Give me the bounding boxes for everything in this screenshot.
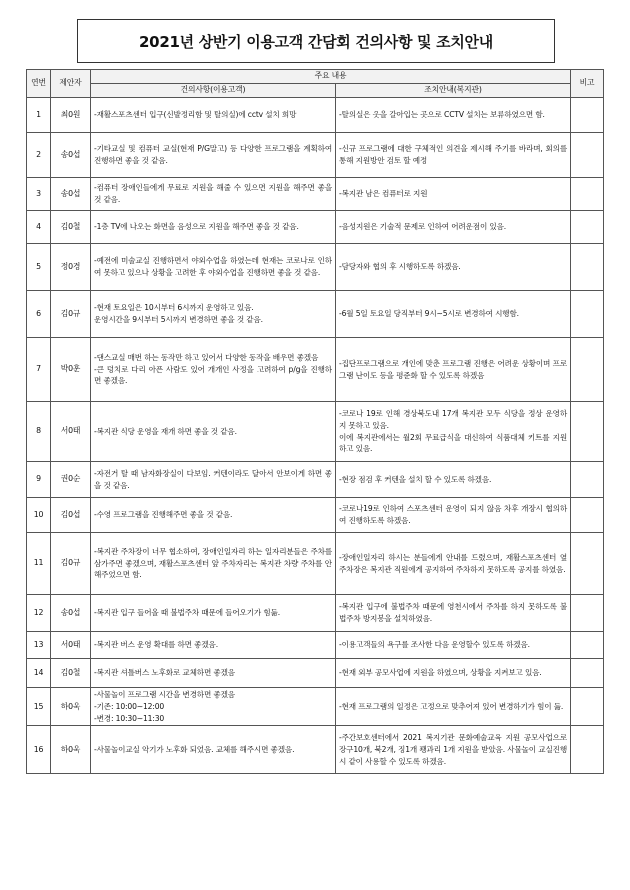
row-suggestion-line: -댄스교실 매번 하는 동작만 하고 있어서 다양한 동작을 배우면 좋겠음 [94,352,319,362]
row-action-line: -이용고객들의 욕구를 조사한 다음 운영할수 있도록 하겠음. [339,640,530,650]
row-number: 5 [27,244,51,291]
row-action-line: -주간보호센터에서 2021 복지기관 문화예술교육 지원 공모사업으로 장구10개, 북2개, 징1개 꽹과리 1개 지원을 받았음. 사물놀이 교실진행시 같이 사용할 수 있도록 하겠음. [339,733,570,766]
row-proposer: 송0섭 [51,595,91,632]
table-row [27,688,604,726]
table-row [27,595,604,632]
row-action-line: -6월 5일 토요일 당직부터 9시~5시로 변경하여 시행함. [339,309,519,319]
row-note [571,338,604,402]
row-proposer: 김0섭 [51,498,91,533]
row-action [336,211,571,244]
row-action-line: 이에 복지관에서는 월2회 무료급식을 대신하여 식품대체 키트를 지원하고 있음. [339,432,568,454]
row-action-line: -현재 프로그램의 일정은 고정으로 맞추어져 있어 변경하기가 힘이 듦. [339,701,564,711]
row-suggestion-line: -사물놀이교실 악기가 노후화 되었음. 교체를 해주시면 좋겠음. [94,744,295,754]
row-number: 3 [27,178,51,211]
row-note [571,632,604,659]
row-proposer: 하0욱 [51,726,91,774]
row-number: 10 [27,498,51,533]
row-number: 1 [27,98,51,133]
row-suggestion-line: -예전에 미술교실 진행하면서 야외수업을 하였는데 현재는 코로나로 인하여 못하고 있으나 상황을 고려한 후 야외수업을 진행하면 좋을 것 같음. [94,256,332,277]
table-row [27,462,604,498]
row-action [336,462,571,498]
row-suggestion-line: -수영 프로그램을 진행해주면 좋을 것 같음. [94,510,233,520]
table-row [27,533,604,595]
header-action: 조치안내(복지관) [336,84,571,98]
row-suggestion [91,688,336,726]
row-note [571,211,604,244]
row-action [336,688,571,726]
row-suggestion [91,595,336,632]
row-suggestion-line: 운영시간을 9시부터 5시까지 변경하면 좋을 것 같음. [94,315,263,324]
header-main-content: 주요 내용 [91,70,571,84]
row-proposer: 권0순 [51,462,91,498]
row-action-line: -현재 외부 공모사업에 지원을 하였으며, 상황을 지켜보고 있음. [339,668,542,678]
row-proposer: 정0경 [51,244,91,291]
row-action-line: -탈의실은 옷을 갈아입는 곳으로 CCTV 설치는 보류하였으면 함. [339,110,545,120]
row-proposer: 서0태 [51,402,91,462]
row-suggestion [91,533,336,595]
row-suggestion-line: -변경: 10:30~11:30 [94,713,165,723]
row-number: 8 [27,402,51,462]
row-suggestion [91,178,336,211]
table-row [27,211,604,244]
row-note [571,533,604,595]
row-action-line: -신규 프로그램에 대한 구체적인 의견을 제시해 주기를 바라며, 회의를 통해 지원방안 검토 할 예정 [339,144,570,165]
table-row [27,338,604,402]
row-suggestion [91,98,336,133]
row-note [571,178,604,211]
row-suggestion-line: -기존: 10:00~12:00 [94,701,165,711]
row-note [571,498,604,533]
row-number: 15 [27,688,51,726]
row-action [336,133,571,178]
table-row [27,632,604,659]
table-row [27,498,604,533]
row-note [571,462,604,498]
row-action [336,338,571,402]
row-suggestion [91,498,336,533]
row-action [336,98,571,133]
row-note [571,659,604,688]
row-note [571,595,604,632]
table-row [27,244,604,291]
table-row [27,133,604,178]
row-number: 2 [27,133,51,178]
row-proposer: 서0태 [51,632,91,659]
row-action-line: -집단프로그램으로 개인에 맞춘 프로그램 진행은 어려운 상황이며 프로그램 난이도 등을 평준화 할 수 있도록 하겠음 [339,358,568,380]
row-proposer: 송0섭 [51,133,91,178]
row-proposer: 최0원 [51,98,91,133]
table-row [27,726,604,774]
row-suggestion [91,659,336,688]
header-suggestion: 건의사항(이용고객) [91,84,336,98]
row-suggestion [91,402,336,462]
row-suggestion-line: -복지관 버스 운영 확대를 하면 좋겠음. [94,640,218,650]
row-note [571,133,604,178]
row-action-line: -코로나 19로 인해 경상북도내 17개 복지관 모두 식당을 정상 운영하지 못하고 있음. [339,408,568,430]
row-action-line: -코로나19로 인하여 스포츠센터 운영이 되지 않음 차후 개장시 협의하여 진행하도록 하겠음. [339,504,568,525]
row-suggestion-line: -복지관 입구 들어올 때 불법주차 때문에 들어오기가 힘듦. [94,608,280,618]
row-suggestion-line: -사물놀이 프로그램 시간을 변경하면 좋겠음 [94,690,235,699]
row-proposer: 김0규 [51,291,91,338]
document-title: 2021년 상반기 이용고객 간담회 건의사항 및 조치안내 [139,32,493,51]
row-action [336,726,571,774]
row-proposer: 김0규 [51,533,91,595]
row-suggestion [91,211,336,244]
row-suggestion-line: -기타교실 및 컴퓨터 교실(현재 P/G말고) 등 다양한 프로그램을 계획하여 진행하면 좋을 것 같음. [94,144,335,165]
row-proposer: 송0섭 [51,178,91,211]
suggestions-table [26,69,604,774]
row-note [571,688,604,726]
row-suggestion-line: -재활스포츠센터 입구(신발정리함 및 탈의실)에 cctv 설치 희망 [94,110,297,120]
table-row [27,291,604,338]
row-action [336,659,571,688]
row-suggestion [91,632,336,659]
row-suggestion [91,462,336,498]
row-note [571,291,604,338]
row-suggestion-line: -자전거 탈 때 남자화장실이 다보임. 커텐이라도 달아서 안보이게 하면 좋을 것 같음. [94,468,332,490]
row-suggestion-line: -현재 토요일은 10시부터 6시까지 운영하고 있음. [94,303,254,313]
row-number: 7 [27,338,51,402]
row-action-line: -복지관 남은 컴퓨터로 지원 [339,189,428,199]
row-suggestion-line: -1층 TV에 나오는 화면을 음성으로 지원을 해주면 좋을 것 같음. [94,222,299,232]
row-action-line: -담당자와 협의 후 시행하도록 하겠음. [339,262,461,272]
row-action [336,632,571,659]
header-no: 연번 [27,70,51,98]
row-number: 4 [27,211,51,244]
row-note [571,726,604,774]
row-suggestion-line: -복지관 주차장이 너무 협소하여, 장애인일자리 하는 일자리분들은 주차를 삼가주면 좋겠으며, 재활스포츠센터 앞 주차자리는 복지관 차량 주차를 안해주었으면 함. [94,546,335,580]
row-action [336,178,571,211]
row-action-line: -복지관 입구에 불법주차 때문에 영천시에서 주차를 하지 못하도록 불법주차 방지봉을 설치하였음. [339,602,568,623]
row-note [571,402,604,462]
row-suggestion [91,244,336,291]
table-body [27,98,604,774]
table-row [27,659,604,688]
row-action [336,533,571,595]
row-action [336,402,571,462]
row-action [336,244,571,291]
row-note [571,244,604,291]
table-row [27,402,604,462]
row-suggestion-line: -큰 덩치로 다리 아픈 사람도 있어 개개인 사정을 고려하여 p/g을 진행하면 좋겠음. [94,364,332,386]
row-number: 16 [27,726,51,774]
row-action [336,291,571,338]
row-action-line: -장애인일자리 하시는 분들에게 안내를 드렸으며, 재활스포츠센터 옆 주차장은 복지관 직원에게 공지하여 주차하지 못하도록 공지를 하였음. [339,552,570,574]
row-number: 11 [27,533,51,595]
row-action-line: -음성지원은 기술적 문제로 인하여 어려운점이 있음. [339,222,507,232]
row-note [571,98,604,133]
header-proposer: 제안자 [51,70,91,98]
row-suggestion [91,726,336,774]
row-proposer: 김0철 [51,659,91,688]
row-action-line: -현장 점검 후 커텐을 설치 할 수 있도록 하겠음. [339,474,492,484]
row-suggestion [91,338,336,402]
row-suggestion-line: -복지관 셔틀버스 노후화로 교체하면 좋겠음 [94,668,235,678]
row-proposer: 하0욱 [51,688,91,726]
header-note: 비고 [571,70,604,98]
row-number: 14 [27,659,51,688]
row-action [336,498,571,533]
row-action [336,595,571,632]
row-number: 13 [27,632,51,659]
row-suggestion-line: -컴퓨터 장애인들에게 무료로 지원을 해줄 수 있으면 지원을 해주면 좋을 것 같음. [94,183,335,204]
document-title-box [77,19,555,63]
row-number: 6 [27,291,51,338]
table-row [27,98,604,133]
row-proposer: 박0훈 [51,338,91,402]
table-row [27,178,604,211]
row-proposer: 김0철 [51,211,91,244]
row-suggestion [91,133,336,178]
row-suggestion-line: -복지관 식당 운영을 재개 하면 좋을 것 같음. [94,426,237,436]
row-number: 12 [27,595,51,632]
row-suggestion [91,291,336,338]
row-number: 9 [27,462,51,498]
